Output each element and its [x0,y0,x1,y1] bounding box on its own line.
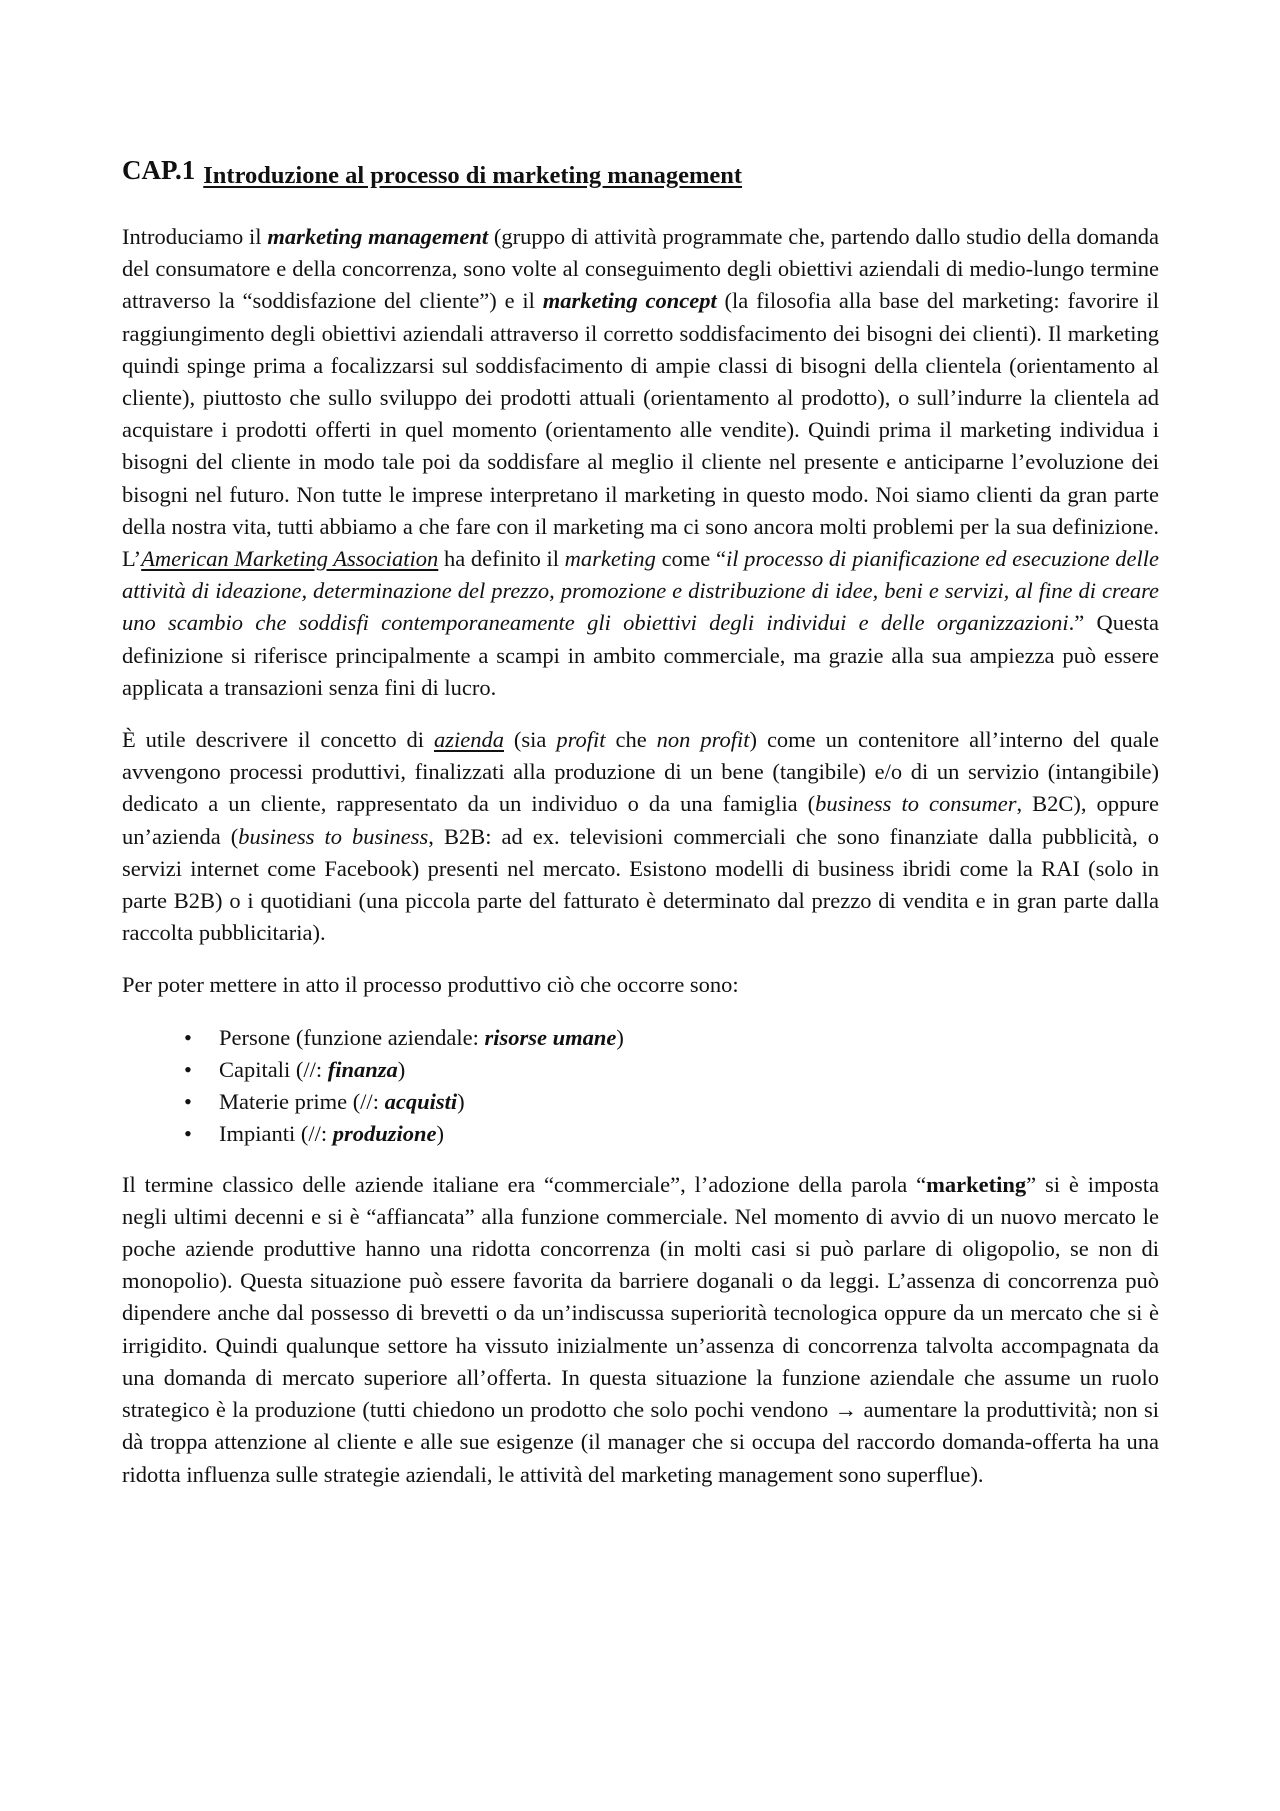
paragraph-3: Per poter mettere in atto il processo produttivo ciò che occorre sono: [122,972,739,998]
list-item-text: Capitali (//: [219,1056,328,1082]
term-marketing-concept: marketing concept [542,288,717,314]
list-item-text: ) [616,1024,624,1050]
list-item-text: ) [397,1056,406,1082]
text-run: (sia [504,727,557,753]
term-marketing-bold: marketing [926,1171,1027,1197]
bullet-icon: • [184,1088,192,1114]
term-marketing: marketing [564,546,656,572]
text-run: che [605,727,657,753]
text-run: (la filosofia alla base del marketing: favorire il raggiungimento degli obiettivi aziendali attraverso il corretto soddisfacimento dei bisogni dei clienti). Il marketing quindi spinge prima a focalizzarsi sul soddisfacimento di ampie classi di bisogni della clientela (orientamento al cliente), piuttosto che sullo sviluppo dei prodotti attuali (orientamento al prodotto), o sull’indurre la clientela ad acquistare i prodotti offerti in quel momento (orientamento alle vendite). Quindi prima il marketing individua i bisogni del cliente in modo tale poi da soddisfare al meglio il cliente nel presente e anticiparne l’evoluzione dei bisogni nel futuro. Non tutte le imprese interpretano il marketing in questo modo. Noi siamo clienti da gran parte della nostra vita, tutti abbiamo a che fare con il marketing ma ci sono ancora molti problemi per la sua definizione. L’ [122,288,1159,572]
document-body [122,153,1159,1511]
bullet-icon: • [184,1024,192,1050]
list-item-emphasis: produzione [332,1120,437,1146]
term-b2c: business to consumer [815,791,1017,817]
text-run: È utile descrivere il concetto di [122,727,434,753]
term-profit: profit [556,727,606,753]
list-item-text: ) [457,1088,465,1114]
ama-reference: American Marketing Association [141,546,439,572]
list-item [122,1118,1159,1150]
list-item [122,1086,1159,1118]
paragraph-1 [122,221,1159,704]
text-run: , B2C), oppure un’azienda ( [122,791,1159,849]
text-run: , B2B: ad ex. televisioni commerciali che sono finanziate dalla pubblicità, o servizi internet come Facebook) presenti nel mercato. Esistono modelli di business ibridi come la RAI (solo in parte B2B) o i quotidiani (una piccola parte del fatturato è determinato dal prezzo di vendita e in gran parte dalla raccolta pubblicitaria). [122,823,1160,946]
text-run: come “ [655,546,726,572]
list-item-text: Materie prime (//: [219,1088,385,1114]
chapter-number: CAP.1 [122,155,196,185]
paragraph-4 [122,1169,1159,1491]
list-item [122,1022,1159,1054]
text-run: Introduciamo il [122,224,268,249]
text-run: (gruppo di attività programmate che, partendo dallo studio della domanda del consumatore e della concorrenza, sono volte al conseguimento degli obiettivi aziendali di medio-lungo termine attraverso la “soddisfazione del cliente”) e il [122,224,1159,314]
paragraph-2 [122,724,1159,949]
text-run: ” si è imposta negli ultimi decenni e si è “affiancata” alla funzione commerciale. Nel momento di avvio di un nuovo mercato le poche aziende produttive hanno una ridotta concorrenza (in molti casi si può parlare di oligopolio, se non di monopolio). Questa situazione può essere favorita da barriere doganali o da leggi. L’assenza di concorrenza può dipendere anche dal possesso di brevetti o da un’indiscussa superiorità tecnologica oppure da un mercato che si è irrigidito. Quindi qualunque settore ha vissuto inizialmente un’assenza di concorrenza talvolta accompagnata da una domanda di mercato superiore all’offerta. In questa situazione la funzione aziendale che assume un ruolo strategico è la produzione (tutti chiedono un prodotto che solo pochi vendono [122,1171,1159,1423]
bullet-icon: • [184,1120,192,1146]
bullet-icon: • [184,1056,192,1082]
text-run: aumentare la produttività; non si dà troppa attenzione al cliente e alle sue esigenze (il manager che si occupa del raccordo domanda-offerta ha una ridotta influenza sulle strategie aziendali, le attività del marketing management sono superflue). [122,1397,1159,1487]
term-b2b: business to business [238,823,429,849]
arrow-right-icon: → [834,1397,858,1423]
text-run: .” Questa definizione si riferisce principalmente a scampi in ambito commerciale, ma grazie alla sua ampiezza può essere applicata a transazioni senza fini di lucro. [122,610,1159,700]
definition-quote: il processo di pianificazione ed esecuzione delle attività di ideazione, determinazione del prezzo, promozione e distribuzione di idee, beni e servizi, al fine di creare uno scambio che soddisfi contemporaneamente gli obiettivi degli individui e delle organizzazioni [122,546,1159,636]
text-run: ) come un contenitore all’interno del quale avvengono processi produttivi, finalizzati alla produzione di un bene (tangibile) e/o di un servizio (intangibile) dedicato a un cliente, rappresentato da un individuo o da una famiglia ( [122,727,1159,817]
list-item-text: Impianti (//: [219,1120,333,1146]
text-run: Il termine classico delle aziende italiane era “commerciale”, l’adozione della parola “ [122,1171,927,1197]
term-non-profit: non profit [656,727,750,753]
bullet-list [122,1022,1159,1150]
list-item-text: ) [436,1120,445,1146]
list-item [122,1054,1159,1086]
list-item-emphasis: acquisti [384,1088,458,1114]
list-item-text: Persone (funzione aziendale: [219,1024,485,1050]
chapter-title [122,153,1159,193]
term-azienda: azienda [434,727,504,753]
text-run: ha definito il [438,546,565,572]
list-item-emphasis: risorse umane [484,1024,617,1050]
list-item-emphasis: finanza [327,1056,398,1082]
term-marketing-management: marketing management [267,224,489,249]
chapter-heading: Introduzione al processo di marketing management [203,162,743,189]
